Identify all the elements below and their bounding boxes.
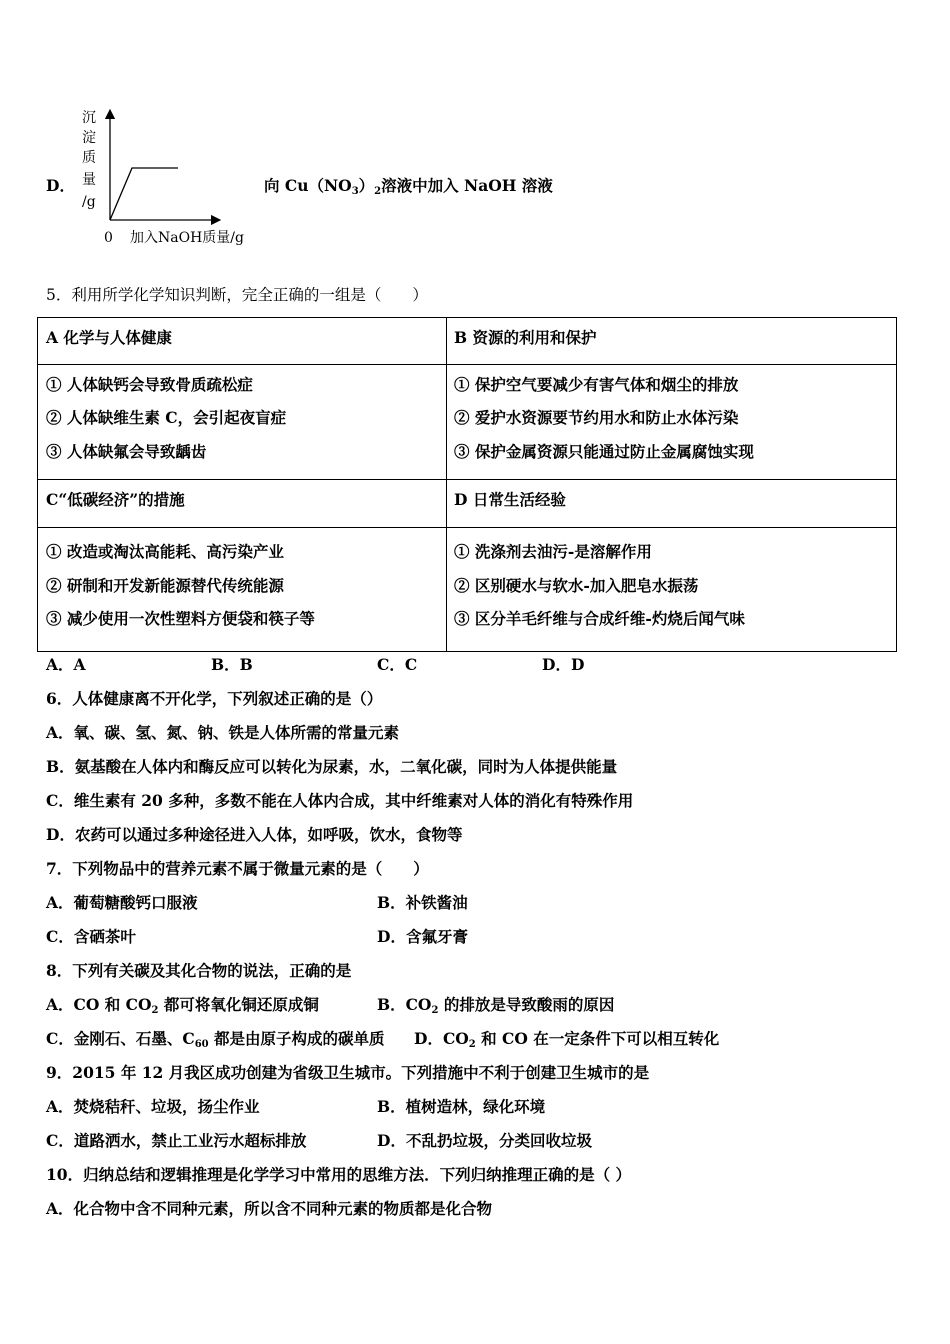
graph-origin: 0 [104, 230, 113, 246]
q5-option-a: A．A [46, 655, 86, 674]
q6-option-b: B．氨基酸在人体内和酶反应可以转化为尿素，水，二氧化碳，同时为人体提供能量 [46, 757, 618, 776]
q6-option-c: C．维生素有 20 多种，多数不能在人体内合成，其中纤维素对人体的消化有特殊作用 [46, 791, 634, 810]
q5-stem: 5．利用所学化学知识判断，完全正确的一组是（ ） [46, 286, 428, 304]
y-label-char-3: 质 [82, 150, 96, 166]
y-label-char-1: 沉 [82, 110, 96, 126]
q5-option-c: C．C [377, 655, 418, 674]
table-d-item-1: ① 洗涤剂去油污-是溶解作用 [454, 542, 652, 561]
y-label-char-2: 淀 [82, 130, 96, 146]
table-b-item-1: ① 保护空气要减少有害气体和烟尘的排放 [454, 375, 739, 394]
table-a-item-1: ① 人体缺钙会导致骨质疏松症 [46, 375, 253, 394]
x-axis-label: 加入NaOH质量/g [130, 230, 244, 246]
q5-option-d: D．D [542, 655, 585, 674]
q9-option-b: B．植树造林，绿化环境 [377, 1097, 546, 1116]
table-b-item-2: ② 爱护水资源要节约用水和防止水体污染 [454, 408, 739, 427]
table-divider-2 [38, 479, 896, 480]
q7-option-b: B．补铁酱油 [377, 893, 468, 912]
table-c-title: C“低碳经济”的措施 [46, 490, 185, 509]
q7-option-d: D．含氟牙膏 [377, 927, 468, 946]
y-label-unit: /g [82, 194, 96, 210]
q9-option-d: D．不乱扔垃圾，分类回收垃圾 [377, 1131, 592, 1150]
table-d-title: D 日常生活经验 [454, 490, 566, 509]
table-a-item-3: ③ 人体缺氟会导致龋齿 [46, 442, 207, 461]
y-label-char-4: 量 [82, 172, 96, 188]
table-d-item-2: ② 区别硬水与软水-加入肥皂水振荡 [454, 576, 699, 595]
graph-axes [78, 108, 268, 250]
table-b-title: B 资源的利用和保护 [454, 328, 597, 347]
table-b-item-3: ③ 保护金属资源只能通过防止金属腐蚀实现 [454, 442, 754, 461]
q7-option-a: A．葡萄糖酸钙口服液 [46, 893, 198, 912]
table-divider-vertical [446, 318, 447, 651]
table-c-item-1: ① 改造或淘汰高能耗、高污染产业 [46, 542, 284, 561]
q4-option-d-label: D． [46, 176, 75, 195]
q8-option-a: A．CO 和 CO2 都可将氧化铜还原成铜 [46, 995, 319, 1016]
q5-option-b: B．B [211, 655, 253, 674]
q9-option-a: A．焚烧秸秆、垃圾，扬尘作业 [46, 1097, 260, 1116]
precipitate-graph [78, 108, 268, 250]
table-divider-3 [38, 527, 896, 528]
q4-option-d-text: 向 Cu（NO3）2溶液中加入 NaOH 溶液 [264, 176, 553, 197]
q10-stem: 10．归纳总结和逻辑推理是化学学习中常用的思维方法．下列归纳推理正确的是（ ） [46, 1165, 631, 1184]
q5-table [37, 317, 897, 652]
q9-option-c: C．道路洒水，禁止工业污水超标排放 [46, 1131, 307, 1150]
q8-stem: 8．下列有关碳及其化合物的说法，正确的是 [46, 961, 352, 980]
table-divider-1 [38, 364, 896, 365]
q8-option-b: B．CO2 的排放是导致酸雨的原因 [377, 995, 615, 1016]
q6-option-a: A．氧、碳、氢、氮、钠、铁是人体所需的常量元素 [46, 723, 400, 742]
q7-stem: 7．下列物品中的营养元素不属于微量元素的是（ ） [46, 859, 429, 878]
table-c-item-3: ③ 减少使用一次性塑料方便袋和筷子等 [46, 609, 315, 628]
graph-curve [110, 168, 178, 220]
q10-option-a: A．化合物中含不同种元素，所以含不同种元素的物质都是化合物 [46, 1199, 493, 1218]
q7-option-c: C．含硒茶叶 [46, 927, 136, 946]
q9-stem: 9．2015 年 12 月我区成功创建为省级卫生城市。下列措施中不利于创建卫生城市的是 [46, 1063, 650, 1082]
table-a-title: A 化学与人体健康 [46, 328, 172, 347]
table-a-item-2: ② 人体缺维生素 C，会引起夜盲症 [46, 408, 287, 427]
q6-stem: 6．人体健康离不开化学，下列叙述正确的是（） [46, 689, 383, 708]
q8-option-c: C．金刚石、石墨、C60 都是由原子构成的碳单质 [46, 1029, 385, 1050]
q8-option-d: D．CO2 和 CO 在一定条件下可以相互转化 [414, 1029, 720, 1050]
table-c-item-2: ② 研制和开发新能源替代传统能源 [46, 576, 284, 595]
q6-option-d: D．农药可以通过多种途径进入人体，如呼吸，饮水，食物等 [46, 825, 463, 844]
table-d-item-3: ③ 区分羊毛纤维与合成纤维-灼烧后闻气味 [454, 609, 745, 628]
